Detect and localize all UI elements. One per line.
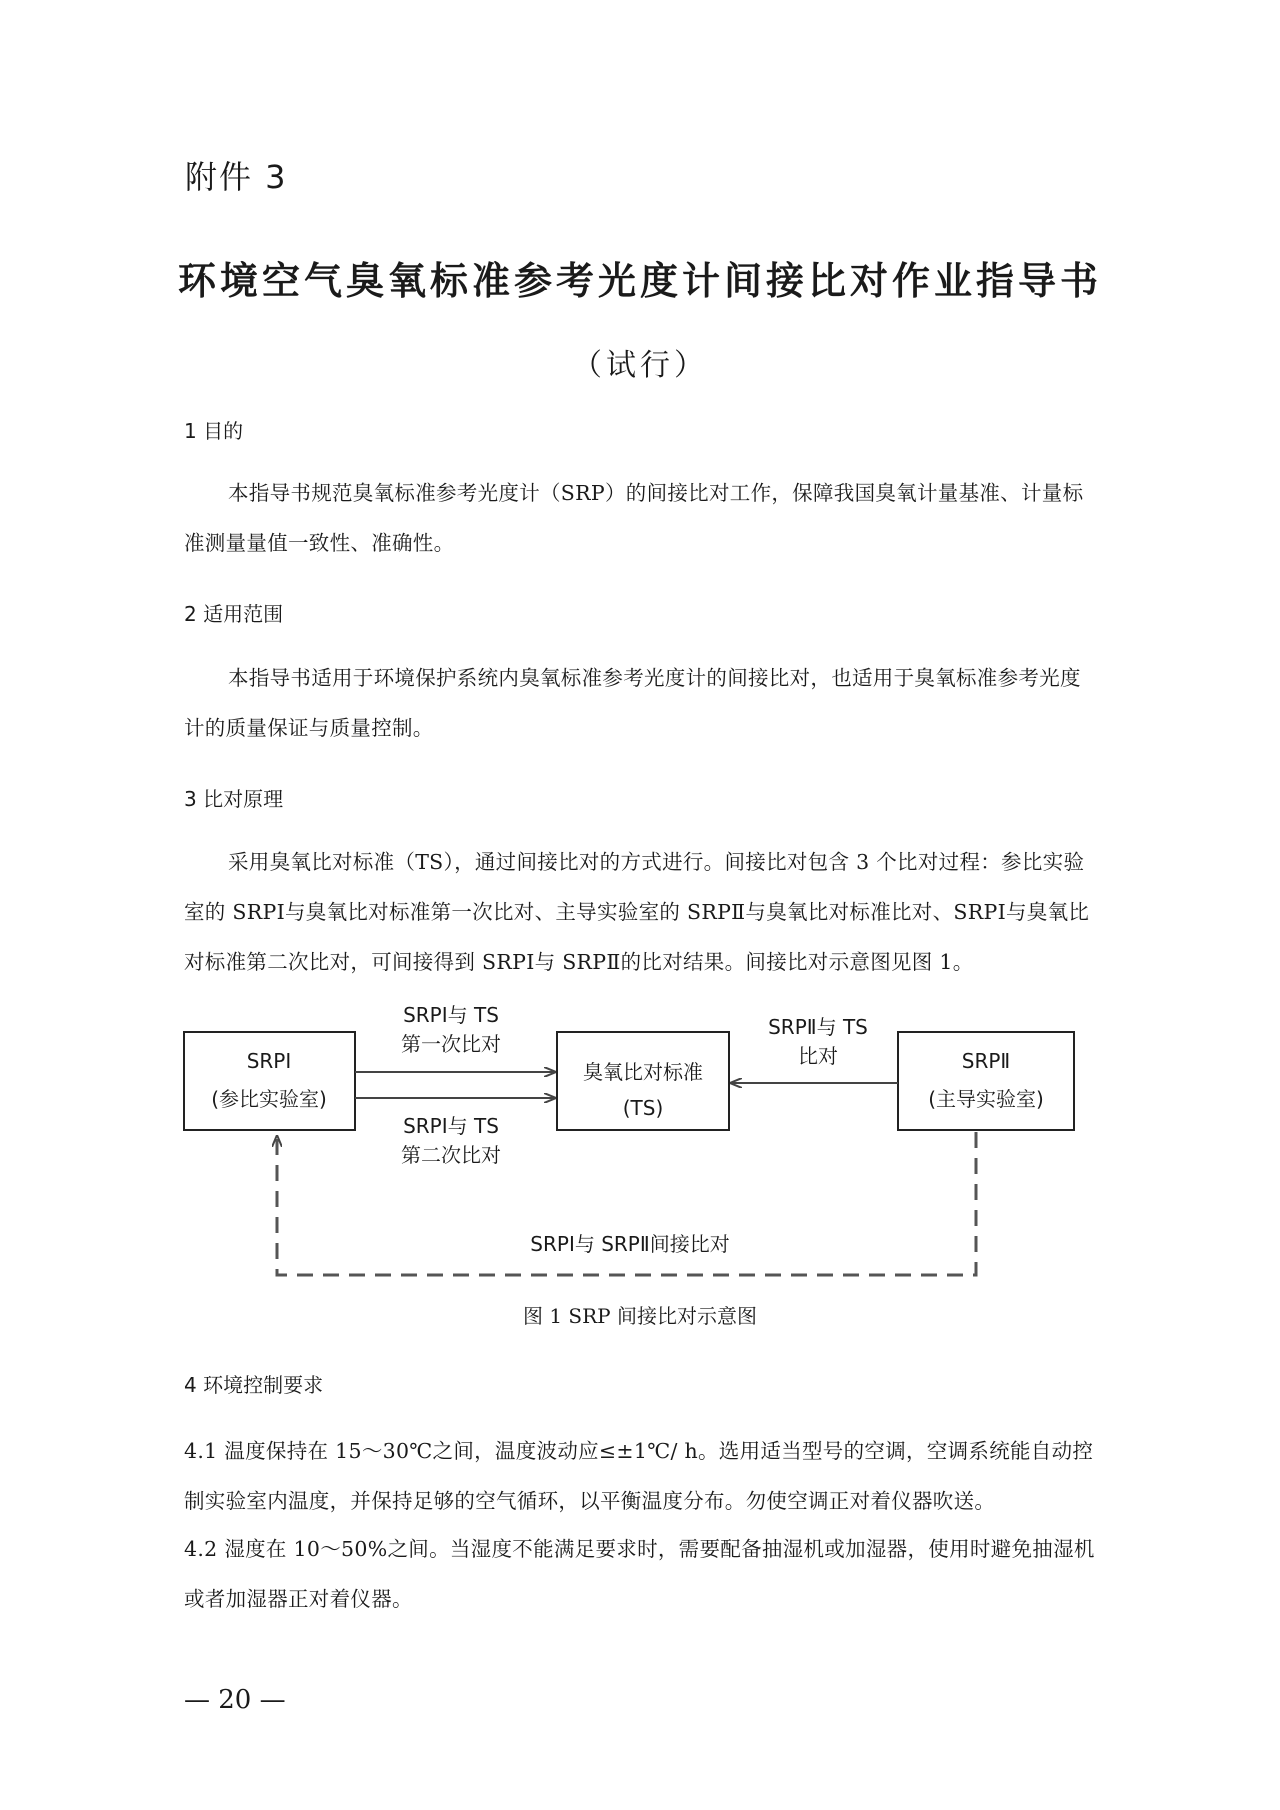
document-title: 环境空气臭氧标准参考光度计间接比对作业指导书 (177, 259, 1102, 303)
section-1-paragraph: 本指导书规范臭氧标准参考光度计（SRP）的间接比对工作，保障我国臭氧计量基准、计量标准测量量值一致性、准确性。 (184, 481, 1084, 555)
arrow2-label-line1: SRPⅠ与 TS (403, 1114, 499, 1138)
page-number: — 20 — (184, 1685, 286, 1715)
srp2-box (898, 1032, 1074, 1130)
arrow1-label-line1: SRPⅠ与 TS (403, 1003, 499, 1027)
ts-box-line1: 臭氧比对标准 (583, 1060, 703, 1084)
srp1-box-line1: SRPⅠ (246, 1049, 292, 1073)
srp1-box (184, 1032, 355, 1130)
indirect-comparison-label: SRPⅠ与 SRPⅡ间接比对 (530, 1232, 730, 1256)
section-1-heading: 1 目的 (184, 419, 244, 443)
srp1-box-line2: (参比实验室) (211, 1087, 327, 1111)
ts-box (557, 1032, 729, 1130)
srp2-box-line2: (主导实验室) (928, 1087, 1044, 1111)
section-3-heading: 3 比对原理 (184, 787, 284, 811)
section-2-heading: 2 适用范围 (184, 602, 284, 626)
section-4-heading: 4 环境控制要求 (184, 1373, 324, 1397)
section-2-paragraph: 本指导书适用于环境保护系统内臭氧标准参考光度计的间接比对，也适用于臭氧标准参考光度计的质量保证与质量控制。 (184, 666, 1081, 740)
ts-box-line2: (TS) (622, 1096, 664, 1120)
arrow3-label-line2: 比对 (798, 1044, 838, 1068)
indirect-comparison-path (277, 1132, 976, 1275)
section-4-1-paragraph: 4.1 温度保持在 15～30℃之间，温度波动应≤±1℃/ h。选用适当型号的空调，空调系统能自动控制实验室内温度，并保持足够的空气循环，以平衡温度分布。勿使空调正对着仪器吹送。 (184, 1439, 1094, 1513)
section-3-paragraph: 采用臭氧比对标准（TS），通过间接比对的方式进行。间接比对包含 3 个比对过程：参比实验室的 SRPⅠ与臭氧比对标准第一次比对、主导实验室的 SRPⅡ与臭氧比对标准比对、SRPⅠ与臭氧比对标准第二次比对，可间接得到 SRPⅠ与 SRPⅡ的比对结果。间接比对示意图见图 1。 (184, 850, 1090, 974)
arrow3-label-line1: SRPⅡ与 TS (768, 1015, 868, 1039)
section-4-2-paragraph: 4.2 湿度在 10～50%之间。当湿度不能满足要求时，需要配备抽湿机或加湿器，使用时避免抽湿机或者加湿器正对着仪器。 (184, 1537, 1095, 1611)
attachment-label: 附件 3 (185, 158, 288, 196)
srp2-box-line1: SRPⅡ (961, 1049, 1011, 1073)
document-subtitle: （试行） (572, 348, 708, 383)
arrow2-label-line2: 第二次比对 (401, 1143, 501, 1167)
figure-caption: 图 1 SRP 间接比对示意图 (522, 1304, 757, 1328)
arrow1-label-line2: 第一次比对 (401, 1032, 501, 1056)
